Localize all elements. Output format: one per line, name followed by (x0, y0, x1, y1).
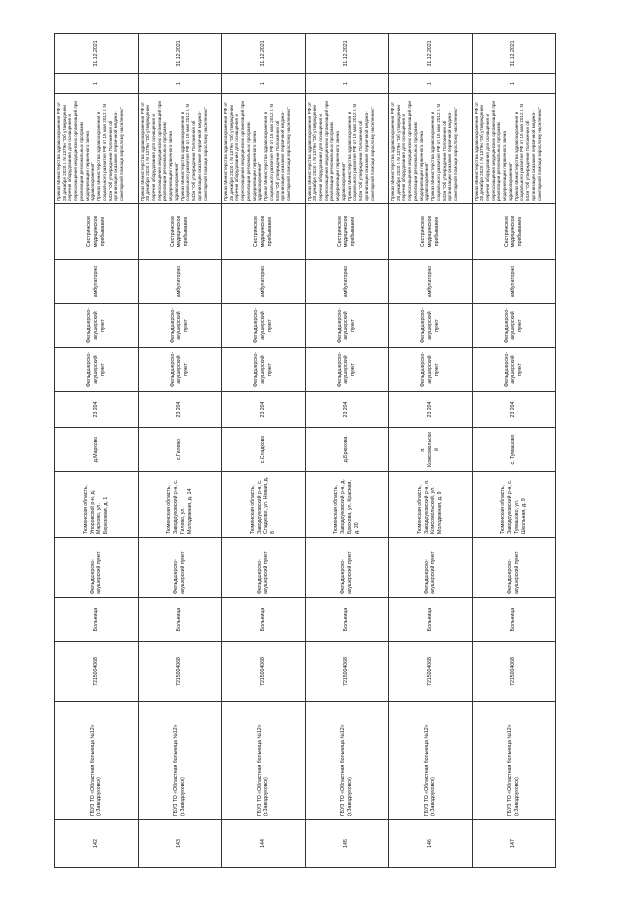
inn-code-cell: 7215004068 (389, 642, 473, 702)
facilities-table (54, 33, 556, 868)
table-body (55, 34, 556, 868)
settlement-name-cell: с.Гилево (138, 428, 222, 472)
care-profile-cell: Сестринское медицинское пребывание (305, 204, 389, 260)
unit-subtype-cell: Фельдшерско-акушерский пункт (55, 348, 139, 392)
regulatory-documents-cell (389, 94, 473, 204)
care-condition-cell: амбулаторно (472, 260, 556, 304)
care-condition-cell: амбулаторно (222, 260, 306, 304)
unit-category-cell: Фельдшерско-акушерский пункт (389, 304, 473, 348)
care-condition-cell: амбулаторно (305, 260, 389, 304)
settlement-name-cell: д.Марково (55, 428, 139, 472)
unit-type-cell: Фельдшерско-акушерский пункт (305, 538, 389, 598)
table-row (472, 34, 556, 868)
unit-address-cell: Тюменская область, Заводоуковский р-н, с. Сладково, ул. Новая, д. 8 (222, 472, 306, 538)
completion-date-cell: 31.12.2021 (138, 34, 222, 74)
settlement-name-cell: д.Брюхова (305, 428, 389, 472)
unit-type-cell: Фельдшерско-акушерский пункт (138, 538, 222, 598)
regulatory-documents-cell (222, 94, 306, 204)
okato-code-cell: 23 204 (305, 392, 389, 428)
regulatory-documents-cell (305, 94, 389, 204)
care-profile-cell: Сестринское медицинское пребывание (389, 204, 473, 260)
rotated-table-wrapper (54, 34, 556, 868)
completion-date-cell: 31.12.2021 (55, 34, 139, 74)
care-condition-cell: амбулаторно (389, 260, 473, 304)
unit-address-cell: Тюменская область, Упоровский р-н, д. Марково, ул. Березовая, д. 1 (55, 472, 139, 538)
care-profile-cell: Сестринское медицинское пребывание (55, 204, 139, 260)
unit-type-cell: Фельдшерско-акушерский пункт (472, 538, 556, 598)
completion-date-cell: 31.12.2021 (305, 34, 389, 74)
care-profile-cell: Сестринское медицинское пребывание (472, 204, 556, 260)
unit-subtype-cell: Фельдшерско-акушерский пункт (305, 348, 389, 392)
unit-category-cell: Фельдшерско-акушерский пункт (55, 304, 139, 348)
okato-code-cell: 23 204 (389, 392, 473, 428)
quantity-cell: 1 (138, 74, 222, 94)
care-profile-cell: Сестринское медицинское пребывание (138, 204, 222, 260)
quantity-cell: 1 (389, 74, 473, 94)
unit-subtype-cell: Фельдшерско-акушерский пункт (389, 348, 473, 392)
okato-code-cell: 23 204 (222, 392, 306, 428)
quantity-cell: 1 (472, 74, 556, 94)
regulatory-document: Приказ Министерства здравоохранения и социального развития РФ от 15 мая 2012 г. N 543н "Об утверждении Положения об организации оказания первичной медико-санитарной помощи взрослому населению" (96, 104, 125, 201)
organization-kind-cell: Больница (55, 598, 139, 642)
completion-date-cell: 31.12.2021 (472, 34, 556, 74)
table-row (305, 34, 389, 868)
completion-date-cell: 31.12.2021 (222, 34, 306, 74)
unit-subtype-cell: Фельдшерско-акушерский пункт (222, 348, 306, 392)
unit-address-cell: Тюменская область, Заводоуковский р-н, д. Брюхова, ул. Красная, д. 20 (305, 472, 389, 538)
row-number-cell: 146 (389, 820, 473, 868)
regulatory-document: Приказ Министерства здравоохранения РФ от 28 декабря 2020 г. N 1379н "Об утверждении перечня оборудования для оснащения и переоснащения медицинских организаций при реализации региональных программ модернизации первичного звена здравоохранения" (139, 101, 179, 201)
unit-category-cell: Фельдшерско-акушерский пункт (305, 304, 389, 348)
inn-code-cell: 7215004068 (472, 642, 556, 702)
organization-name-cell: ГБУЗ ТО «Областная больница №12» (г.Заводоуковск) (138, 702, 222, 820)
unit-type-cell: Фельдшерско-акушерский пункт (389, 538, 473, 598)
row-number-cell: 142 (55, 820, 139, 868)
unit-type-cell: Фельдшерско-акушерский пункт (222, 538, 306, 598)
care-condition-cell: амбулаторно (55, 260, 139, 304)
organization-kind-cell: Больница (389, 598, 473, 642)
inn-code-cell: 7215004068 (55, 642, 139, 702)
unit-type-cell: Фельдшерско-акушерский пункт (55, 538, 139, 598)
regulatory-document: Приказ Министерства здравоохранения и социального развития РФ от 15 мая 2012 г. N 543н "Об утверждении Положения об организации оказания первичной медико-санитарной помощи взрослому населению" (346, 104, 375, 201)
regulatory-document: Приказ Министерства здравоохранения и социального развития РФ от 15 мая 2012 г. N 543н "Об утверждении Положения об организации оказания первичной медико-санитарной помощи взрослому населению" (179, 104, 208, 201)
regulatory-document: Приказ Министерства здравоохранения и социального развития РФ от 15 мая 2012 г. N 543н "Об утверждении Положения об организации оказания первичной медико-санитарной помощи взрослому населению" (263, 104, 292, 201)
okato-code-cell: 23 204 (55, 392, 139, 428)
regulatory-document: Приказ Министерства здравоохранения РФ от 28 декабря 2020 г. N 1379н "Об утверждении перечня оборудования для оснащения и переоснащения медицинских организаций при реализации региональных программ модернизации первичного звена здравоохранения" (306, 101, 346, 201)
quantity-cell: 1 (222, 74, 306, 94)
care-condition-cell: амбулаторно (138, 260, 222, 304)
completion-date-cell: 31.12.2021 (389, 34, 473, 74)
organization-name-cell: ГБУЗ ТО «Областная больница №12» (г.Заводоуковск) (389, 702, 473, 820)
okato-code-cell: 23 204 (138, 392, 222, 428)
organization-kind-cell: Больница (472, 598, 556, 642)
inn-code-cell: 7215004068 (138, 642, 222, 702)
inn-code-cell: 7215004068 (305, 642, 389, 702)
unit-subtype-cell: Фельдшерско-акушерский пункт (472, 348, 556, 392)
unit-address-cell: Тюменская область, Заводоуковский р-н, с. Тумашово, ул. Школьная, д. 9 (472, 472, 556, 538)
row-number-cell: 143 (138, 820, 222, 868)
table-row (389, 34, 473, 868)
regulatory-document: Приказ Министерства здравоохранения РФ от 28 декабря 2020 г. N 1379н "Об утверждении перечня оборудования для оснащения и переоснащения медицинских организаций при реализации региональных программ модернизации первичного звена здравоохранения" (223, 101, 263, 201)
unit-address-cell: Тюменская область, Заводоуковский р-н, п. Комсомольский, ул. Молодежная, д. 9 (389, 472, 473, 538)
table-row (138, 34, 222, 868)
row-number-cell: 145 (305, 820, 389, 868)
regulatory-document: Приказ Министерства здравоохранения и социального развития РФ от 15 мая 2012 г. N 543н "Об утверждении Положения об организации оказания первичной медико-санитарной помощи взрослому населению" (513, 104, 542, 201)
regulatory-documents-cell (55, 94, 139, 204)
unit-category-cell: Фельдшерско-акушерский пункт (138, 304, 222, 348)
settlement-name-cell: с.Сладково (222, 428, 306, 472)
organization-kind-cell: Больница (305, 598, 389, 642)
care-profile-cell: Сестринское медицинское пребывание (222, 204, 306, 260)
settlement-name-cell: п. Комсомольский (389, 428, 473, 472)
inn-code-cell: 7215004068 (222, 642, 306, 702)
organization-name-cell: ГБУЗ ТО «Областная больница №12» (г.Заводоуковск) (305, 702, 389, 820)
table-row (222, 34, 306, 868)
organization-kind-cell: Больница (222, 598, 306, 642)
okato-code-cell: 23 204 (472, 392, 556, 428)
organization-name-cell: ГБУЗ ТО «Областная больница №12» (г.Заводоуковск) (472, 702, 556, 820)
row-number-cell: 144 (222, 820, 306, 868)
unit-subtype-cell: Фельдшерско-акушерский пункт (138, 348, 222, 392)
organization-name-cell: ГБУЗ ТО «Областная больница №12» (г.Заводоуковск) (222, 702, 306, 820)
table-row (55, 34, 139, 868)
regulatory-document: Приказ Министерства здравоохранения и социального развития РФ от 15 мая 2012 г. N 543н "Об утверждении Положения об организации оказания первичной медико-санитарной помощи взрослому населению" (430, 104, 459, 201)
quantity-cell: 1 (55, 74, 139, 94)
organization-kind-cell: Больница (138, 598, 222, 642)
regulatory-document: Приказ Министерства здравоохранения РФ от 28 декабря 2020 г. N 1379н "Об утверждении перечня оборудования для оснащения и переоснащения медицинских организаций при реализации региональных программ модернизации первичного звена здравоохранения" (56, 101, 96, 201)
unit-category-cell: Фельдшерско-акушерский пункт (222, 304, 306, 348)
row-number-cell: 147 (472, 820, 556, 868)
unit-category-cell: Фельдшерско-акушерский пункт (472, 304, 556, 348)
settlement-name-cell: с. Тумашово (472, 428, 556, 472)
organization-name-cell: ГБУЗ ТО «Областная больница №12» (г.Заводоуковск) (55, 702, 139, 820)
regulatory-document: Приказ Министерства здравоохранения РФ от 28 декабря 2020 г. N 1379н "Об утверждении перечня оборудования для оснащения и переоснащения медицинских организаций при реализации региональных программ модернизации первичного звена здравоохранения" (473, 101, 513, 201)
regulatory-document: Приказ Министерства здравоохранения РФ от 28 декабря 2020 г. N 1379н "Об утверждении перечня оборудования для оснащения и переоснащения медицинских организаций при реализации региональных программ модернизации первичного звена здравоохранения" (390, 101, 430, 201)
quantity-cell: 1 (305, 74, 389, 94)
regulatory-documents-cell (138, 94, 222, 204)
unit-address-cell: Тюменская область, Заводоуковский р-н, с. Гилево, ул. Молодежная, д. 14 (138, 472, 222, 538)
regulatory-documents-cell (472, 94, 556, 204)
